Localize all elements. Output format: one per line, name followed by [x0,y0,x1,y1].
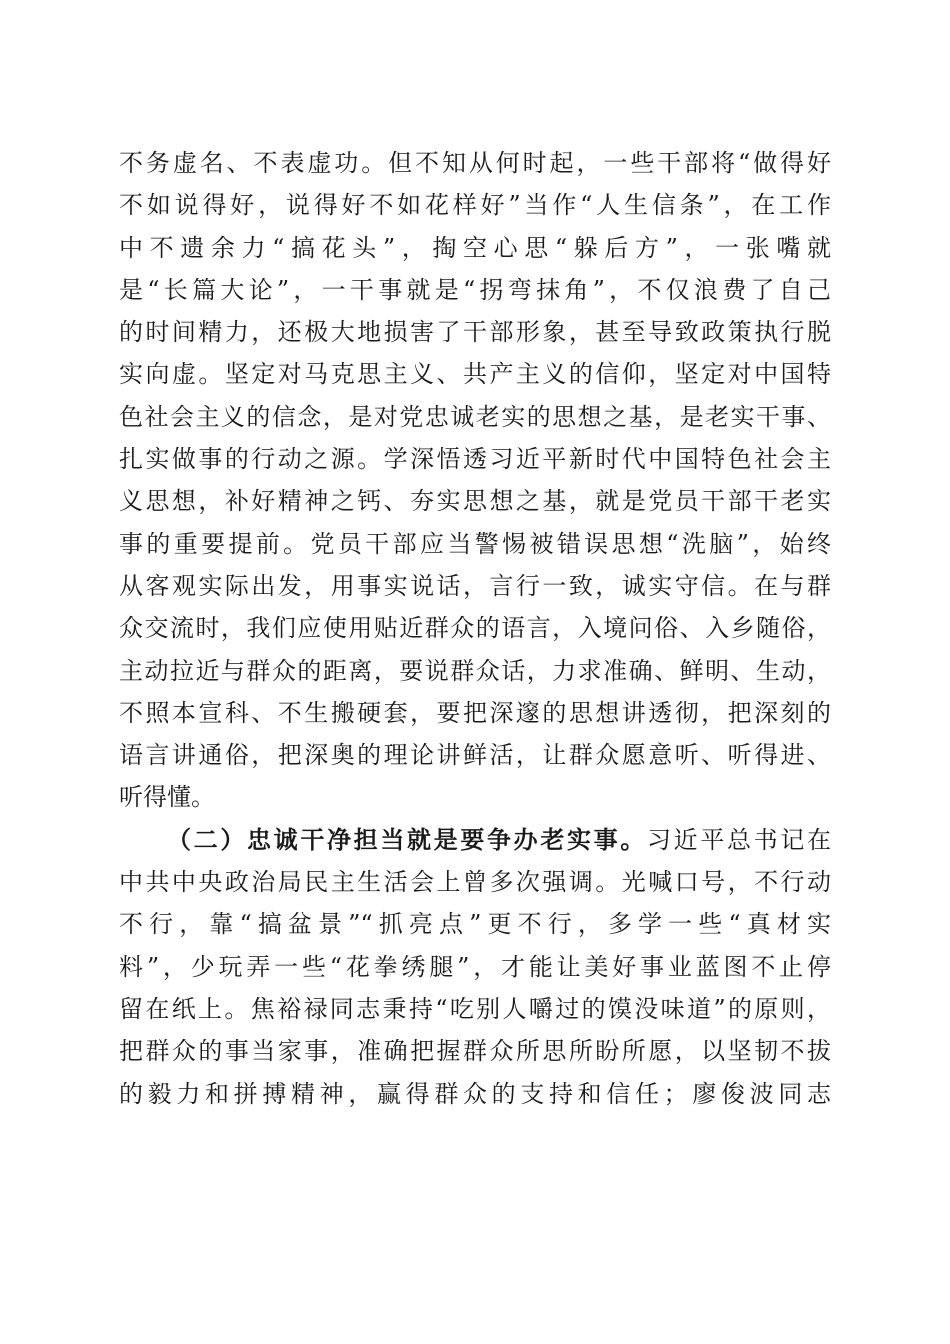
body-text [119,142,831,1115]
text-line: 扎实做事的行动之源。学深悟透习近平新时代中国特色社会主 [119,445,831,474]
text-line: 听得懂。 [119,783,215,812]
text-line: 料”，少玩弄一些“花拳绣腿”，才能让美好事业蓝图不止停 [119,952,831,981]
text-line: 的毅力和拼搏精神，赢得群众的支持和信任；廖俊波同志 [119,1079,831,1108]
text-line: 的时间精力，还极大地损害了干部形象，甚至导致政策执行脱 [119,318,831,347]
text-line: 义思想，补好精神之钙、夯实思想之基，就是党员干部干老实 [119,487,831,516]
text-line: 把群众的事当家事，准确把握群众所思所盼所愿，以坚韧不拔 [119,1037,831,1066]
section-heading-line [119,819,831,861]
text-line: 中不遗余力“搞花头”，掏空心思“躲后方”，一张嘴就 [119,233,831,262]
heading-continuation: 习近平总书记在 [647,825,831,854]
text-line: 事的重要提前。党员干部应当警惕被错误思想“洗脑”，始终 [119,529,831,558]
text-line: 众交流时，我们应使用贴近群众的语言，入境问俗、入乡随俗， [119,614,831,643]
text-line: 是“长篇大论”，一干事就是“拐弯抹角”，不仅浪费了自己 [119,275,831,304]
text-line: 不行，靠“搞盆景”“抓亮点”更不行，多学一些“真材实 [119,910,831,939]
text-line: 不如说得好，说得好不如花样好”当作“人生信条”，在工作 [119,191,831,220]
text-line: 中共中央政治局民主生活会上曾多次强调。光喊口号，不行动 [119,868,831,897]
text-line: 不务虚名、不表虚功。但不知从何时起，一些干部将“做得好 [119,149,831,177]
text-line: 从客观实际出发，用事实说话，言行一致，诚实守信。在与群 [119,571,831,600]
text-line: 色社会主义的信念，是对党忠诚老实的思想之基，是老实干事、 [119,402,831,431]
text-line: 语言讲通俗，把深奥的理论讲鲜活，让群众愿意听、听得进、 [119,741,831,770]
text-line: 主动拉近与群众的距离，要说群众话，力求准确、鲜明、生动， [119,656,831,685]
text-line: 实向虚。坚定对马克思主义、共产主义的信仰，坚定对中国特 [119,360,831,389]
text-line: 留在纸上。焦裕禄同志秉持“吃别人嚼过的馍没味道”的原则， [119,994,831,1023]
text-line: 不照本宣科、不生搬硬套，要把深邃的思想讲透彻，把深刻的 [119,698,831,727]
section-heading: （二）忠诚干净担当就是要争办老实事。 [167,824,647,854]
